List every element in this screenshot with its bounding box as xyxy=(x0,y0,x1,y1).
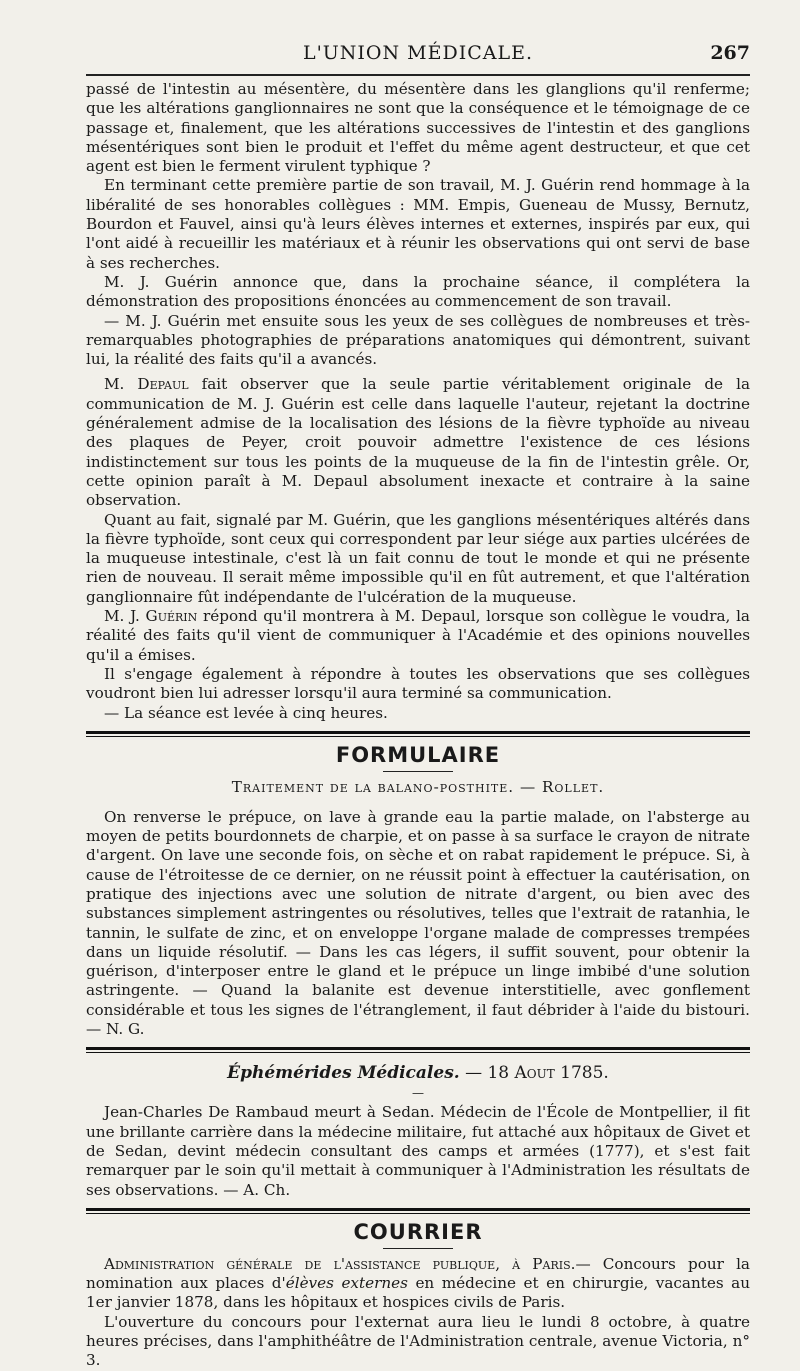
courrier-text-a: — Concours pour la nomination aux places d' xyxy=(86,1254,750,1293)
paragraph-6: Quant au fait, signalé par M. Guérin, que les ganglions mésentériques altérés dans la fièvre typhoïde, sont ceux qui correspondent par leur siége aux parties ulcérées de la muqueuse intestinale, c'est là un fait connu de tout le monde et qui ne présente rien de nouveau. Il serait même impossible qu'il en fût autrement, et que l'altération ganglionnaire fût indépendante de l'ulcération de la muqueuse. xyxy=(86,510,750,606)
ephemerides-title: Éphémérides Médicales. xyxy=(227,1063,460,1084)
courrier-paragraph-2: L'ouverture du concours pour l'externat aura lieu le lundi 8 octobre, à quatre heures précises, dans l'amphithéâtre de l'Administration centrale, avenue Victoria, n° 3. xyxy=(86,1312,750,1370)
paragraph-4: — M. J. Guérin met ensuite sous les yeux de ses collègues de nombreuses et très-remarquables photographies de préparations anatomiques qui démontrent, suivant lui, la réalité des faits qu'il a avancés. xyxy=(86,311,750,369)
paragraph-7 xyxy=(86,607,750,665)
paragraph-1: passé de l'intestin au mésentère, du mésentère dans les glanglions qu'il renferme; que les altérations ganglionnaires ne sont que la conséquence et le témoignage de ce passage et, finalement, que les altérations successives de l'intestin et des ganglions mésentériques sont bien le produit et l'effet du même agent destructeur, et que cet agent est bien le ferment virulent typhique ? xyxy=(86,80,750,176)
formulaire-text: On renverse le prépuce, on lave à grande eau la partie malade, on l'absterge au moyen de petits bourdonnets de charpie, et on passe à sa surface le crayon de nitrate d'argent. On lave une seconde fois, on sèche et on rabat rapidement le prépuce. Si, à cause de l'étroitesse de ce dernier, on ne réussit point à effectuer la cautérisation, on pratique des injections avec une solution de nitrate d'argent, ou bien avec des substances simplement astringentes ou résolutives, telles que l'extrait de ratanhia, le tannin, le sulfate de zinc, et on enveloppe l'organe malade de compresses trempées dans un liquide résolutif. — Dans les cas légers, il suffit souvent, pour obtenir la guérison, d'interposer entre le gland et le prépuce un linge imbibé d'une solution astringente. — Quand la balanite est devenue interstitielle, avec gonflement considérable et tous les signes de l'étranglement, il faut débrider à l'aide du bistouri. — N. G. xyxy=(86,807,750,1039)
formulaire-heading: FORMULAIRE xyxy=(335,742,501,767)
ephemerides-text: Jean-Charles De Rambaud meurt à Sedan. Médecin de l'École de Montpellier, il fit une brillante carrière dans la médecine militaire, fut attaché aux hôpitaux de Givet et de Sedan, devint médecin consultant des camps et armées (1777), et s'est fait remarquer par le soin qu'il mettait à communiquer à l'Administration les résultats de ses observations. — A. Ch. xyxy=(86,1103,750,1199)
paragraph-8: Il s'engage également à répondre à toutes les observations que ses collègues voudront bien lui adresser lorsqu'il aura terminé sa communication. xyxy=(86,664,750,703)
paragraph-5 xyxy=(86,375,750,510)
section-rule xyxy=(86,1208,750,1214)
ephemerides-date: — 18 Aout 1785. xyxy=(459,1063,609,1084)
courrier-heading: COURRIER xyxy=(353,1219,483,1244)
section-rule xyxy=(86,1047,750,1053)
page-number: 267 xyxy=(710,42,750,64)
formulaire-subheading: Traitement de la balano-posthite. — Rollet. xyxy=(231,777,605,796)
journal-title: L'UNION MÉDICALE. xyxy=(302,42,534,64)
paragraph-7-text: répond qu'il montrera à M. Depaul, lorsque son collègue le voudra, la réalité des faits qu'il vient de communiquer à l'Académie et des opinions nouvelles qu'il a émises. xyxy=(86,607,750,664)
page-content xyxy=(86,30,750,1371)
ephemerides-dash: — xyxy=(412,1086,424,1101)
courrier-lead: Administration générale de l'assistance publique, à Paris. xyxy=(104,1254,576,1273)
section-rule xyxy=(86,731,750,737)
heading-underline xyxy=(383,1248,453,1249)
paragraph-2: En terminant cette première partie de son travail, M. J. Guérin rend hommage à la libéralité de ses honorables collègues : MM. Empis, Gueneau de Mussy, Bernutz, Bourdon et Fauvel, ainsi qu'à leurs élèves internes et externes, inspirés par eux, qui l'ont aidé à recueillir les matériaux et à réunir les observations qui ont servi de base à ses recherches. xyxy=(86,176,750,272)
header-rule xyxy=(86,74,750,76)
heading-underline xyxy=(383,771,453,772)
courrier-italic: élèves externes xyxy=(285,1274,408,1293)
courrier-paragraph-1 xyxy=(86,1255,750,1313)
speaker-name: M. J. Guérin xyxy=(104,607,198,626)
running-head xyxy=(86,30,750,66)
speaker-name: M. Depaul xyxy=(104,375,189,394)
paragraph-5-text: fait observer que la seule partie véritablement originale de la communication de M. J. Guérin est celle dans laquelle l'auteur, rejetant la doctrine généralement admise de la localisation des lésions de la fièvre typhoïde au niveau des plaques de Peyer, croit pouvoir admettre l'existence de ces lésions indistinctement sur tous les points de la muqueuse de la fin de l'intestin grêle. Or, cette opinion paraît à M. Depaul absolument inexacte et contraire à la saine observation. xyxy=(86,375,750,510)
paragraph-3: M. J. Guérin annonce que, dans la prochaine séance, il complétera la démonstration des propositions énoncées au commencement de son travail. xyxy=(86,272,750,311)
ephemerides-heading xyxy=(86,1063,750,1083)
courrier-text-b: en médecine et en chirurgie, vacantes au 1er janvier 1878, dans les hôpitaux et hospices civils de Paris. xyxy=(86,1274,751,1312)
paragraph-9: — La séance est levée à cinq heures. xyxy=(104,703,388,722)
